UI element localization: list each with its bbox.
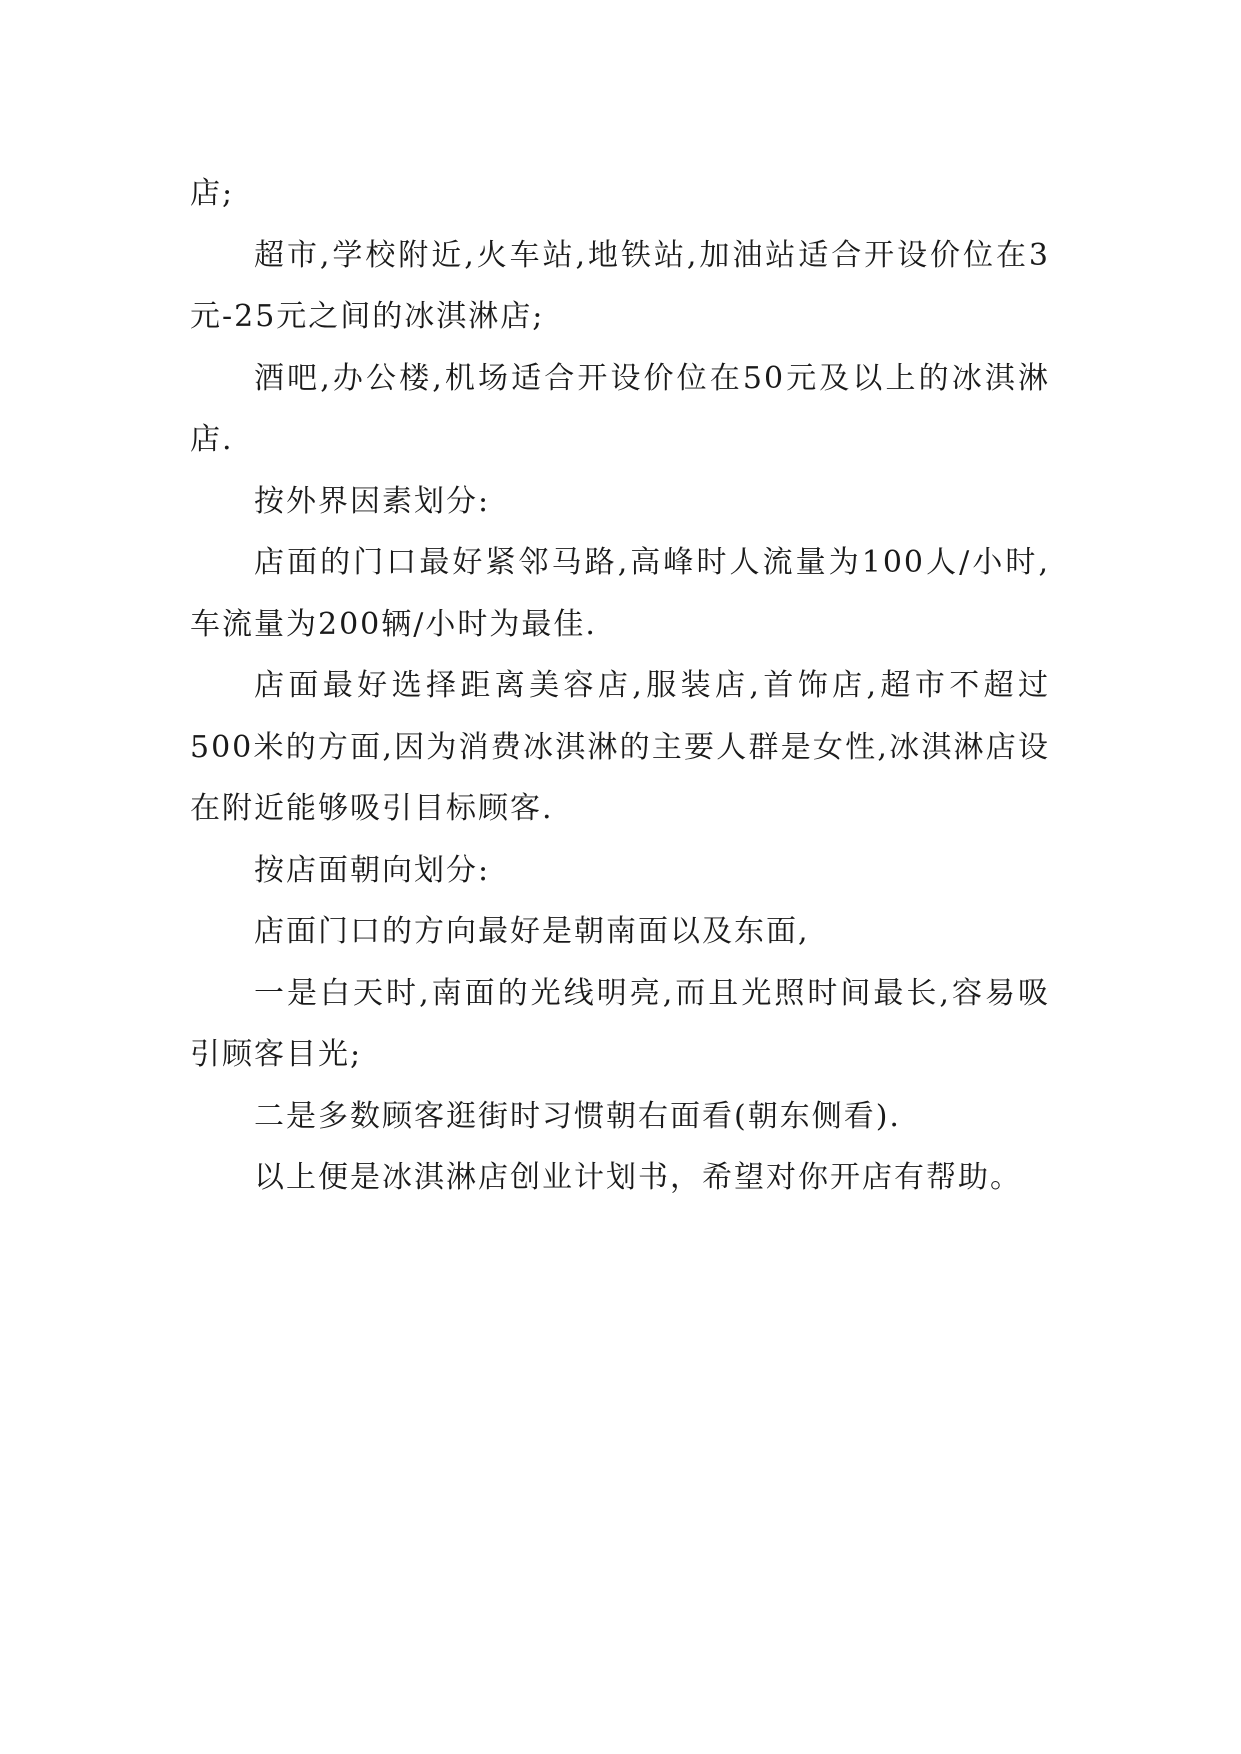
paragraph-conclusion: 以上便是冰淇淋店创业计划书，希望对你开店有帮助。 [254,1160,1022,1195]
paragraph-reason-two: 二是多数顾客逛街时习惯朝右面看(朝东侧看). [254,1098,901,1134]
paragraph-low-price-locations: 超市,学校附近,火车站,地铁站,加油站适合开设价位在3元-25元之间的冰淇淋店; [190,237,1050,334]
paragraph-orientation: 店面门口的方向最好是朝南面以及东面, [254,914,810,949]
heading-external-factors: 按外界因素划分: [254,483,491,519]
paragraph-traffic: 店面的门口最好紧邻马路,高峰时人流量为100人/小时,车流量为200辆/小时为最佳. [190,545,1050,642]
paragraph-continuation: 店; [190,176,235,211]
document-body [190,163,1050,1209]
paragraph-nearby-shops: 店面最好选择距离美容店,服装店,首饰店,超市不超过500米的方面,因为消费冰淇淋的主要人群是女性,冰淇淋店设在附近能够吸引目标顾客. [190,668,1050,826]
paragraph-high-price-locations: 酒吧,办公楼,机场适合开设价位在50元及以上的冰淇淋店. [190,360,1050,457]
heading-orientation: 按店面朝向划分: [254,852,491,888]
paragraph-reason-one: 一是白天时,南面的光线明亮,而且光照时间最长,容易吸引顾客目光; [190,975,1050,1072]
